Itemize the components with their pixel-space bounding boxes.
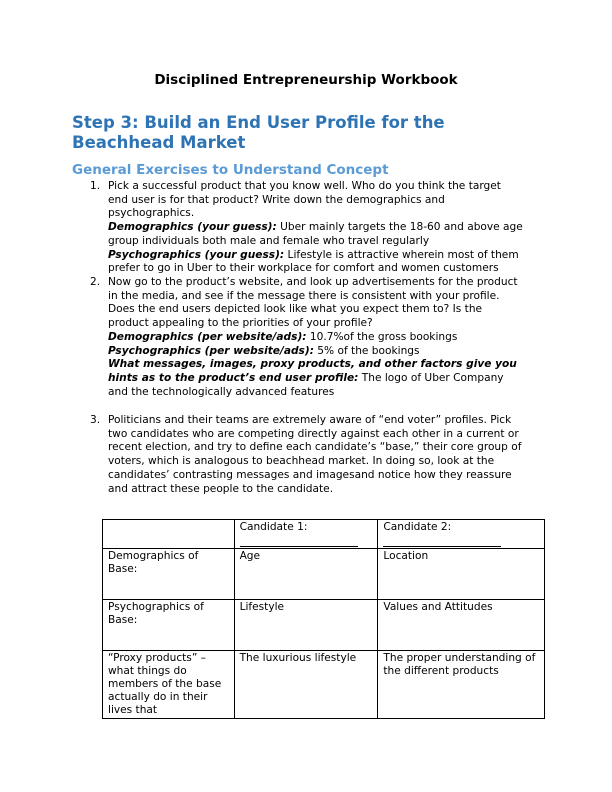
candidate-2-label: Candidate 2: (383, 521, 452, 533)
candidate-1-blank[interactable] (240, 534, 358, 547)
text-line: Does the end users depicted look like what you expect them to? Is the (108, 303, 483, 316)
table-cell[interactable]: Lifestyle (234, 600, 378, 651)
answer-text: Lifestyle is attractive wherein most of them (284, 248, 519, 261)
item-number: 2. (90, 276, 101, 288)
candidate-1-label: Candidate 1: (239, 521, 308, 533)
step-heading (72, 113, 445, 153)
text-line: candidates’ contrasting messages and imagesand notice how they reassure (108, 468, 512, 481)
table-row (103, 651, 545, 719)
table-row (103, 549, 545, 600)
text-line: and attract these people to the candidate. (108, 482, 334, 495)
header-cell (234, 520, 378, 549)
answer-text: 5% of the bookings (313, 344, 420, 357)
table-cell[interactable]: Age (234, 549, 378, 600)
text-line: Pick a successful product that you know well. Who do you think the target (108, 180, 501, 192)
text-line: end user is for that product? Write down the demographics and (108, 193, 445, 206)
table-header-row (103, 520, 545, 549)
row-label: Psychographics of Base: (103, 600, 235, 651)
text-line: psychographics. (108, 207, 195, 220)
answer-text: The logo of Uber Company (358, 371, 504, 384)
text-line: in the media, and see if the message there is consistent with your profile. (108, 289, 500, 302)
answer-text: group individuals both male and female who travel regularly (108, 234, 430, 247)
answer-label: Demographics (per website/ads): (108, 330, 307, 343)
text-line: two candidates who are competing directly against each other in a current or (108, 427, 519, 440)
step-heading-line: Step 3: Build an End User Profile for the (72, 113, 445, 132)
answer-text: and the technologically advanced features (108, 385, 335, 398)
answer-label: What messages, images, proxy products, and other factors give you (108, 358, 517, 371)
answer-label: hints as to the product’s end user profile: (108, 371, 359, 384)
section-heading: General Exercises to Understand Concept (72, 162, 389, 178)
table-cell[interactable]: The proper understanding of the different products (378, 651, 545, 719)
document-title: Disciplined Entrepreneurship Workbook (154, 72, 458, 88)
text-line: product appealing to the priorities of your profile? (108, 317, 373, 330)
text-line: voters, which is analogous to beachhead market. In doing so, look at the (108, 455, 495, 468)
answer-hints (108, 372, 518, 386)
text-line: recent election, and try to define each candidate’s “base,” their core group of (108, 441, 522, 454)
answer-text: Uber mainly targets the 18-60 and above age (276, 221, 523, 234)
table-row (103, 600, 545, 651)
text-line: Politicians and their teams are extremely aware of “end voter” profiles. Pick (108, 414, 512, 426)
answer-label: Psychographics (your guess): (108, 248, 285, 261)
text-line: Now go to the product’s website, and look up advertisements for the product (108, 276, 518, 288)
header-cell (378, 520, 545, 549)
answer-psychographics (108, 345, 518, 359)
answer-label: Psychographics (per website/ads): (108, 344, 314, 357)
row-label: Demographics of Base: (103, 549, 235, 600)
candidate-table (102, 519, 545, 719)
table-cell[interactable]: The luxurious lifestyle (234, 651, 378, 719)
candidate-2-blank[interactable] (383, 534, 501, 547)
answer-psychographics (108, 249, 523, 263)
step-heading-line: Beachhead Market (72, 133, 246, 152)
answer-text: 10.7%of the gross bookings (306, 330, 458, 343)
answer-text: prefer to go in Uber to their workplace for comfort and women customers (108, 262, 499, 275)
table-cell[interactable]: Location (378, 549, 545, 600)
item-number: 1. (90, 180, 101, 192)
answer-demographics (108, 221, 523, 235)
item-number: 3. (90, 414, 101, 426)
header-cell (103, 520, 235, 549)
answer-label: Demographics (your guess): (108, 221, 277, 234)
answer-demographics (108, 331, 518, 345)
row-label: “Proxy products” – what things do members of the base actually do in their lives that (103, 651, 235, 719)
table-cell[interactable]: Values and Attitudes (378, 600, 545, 651)
